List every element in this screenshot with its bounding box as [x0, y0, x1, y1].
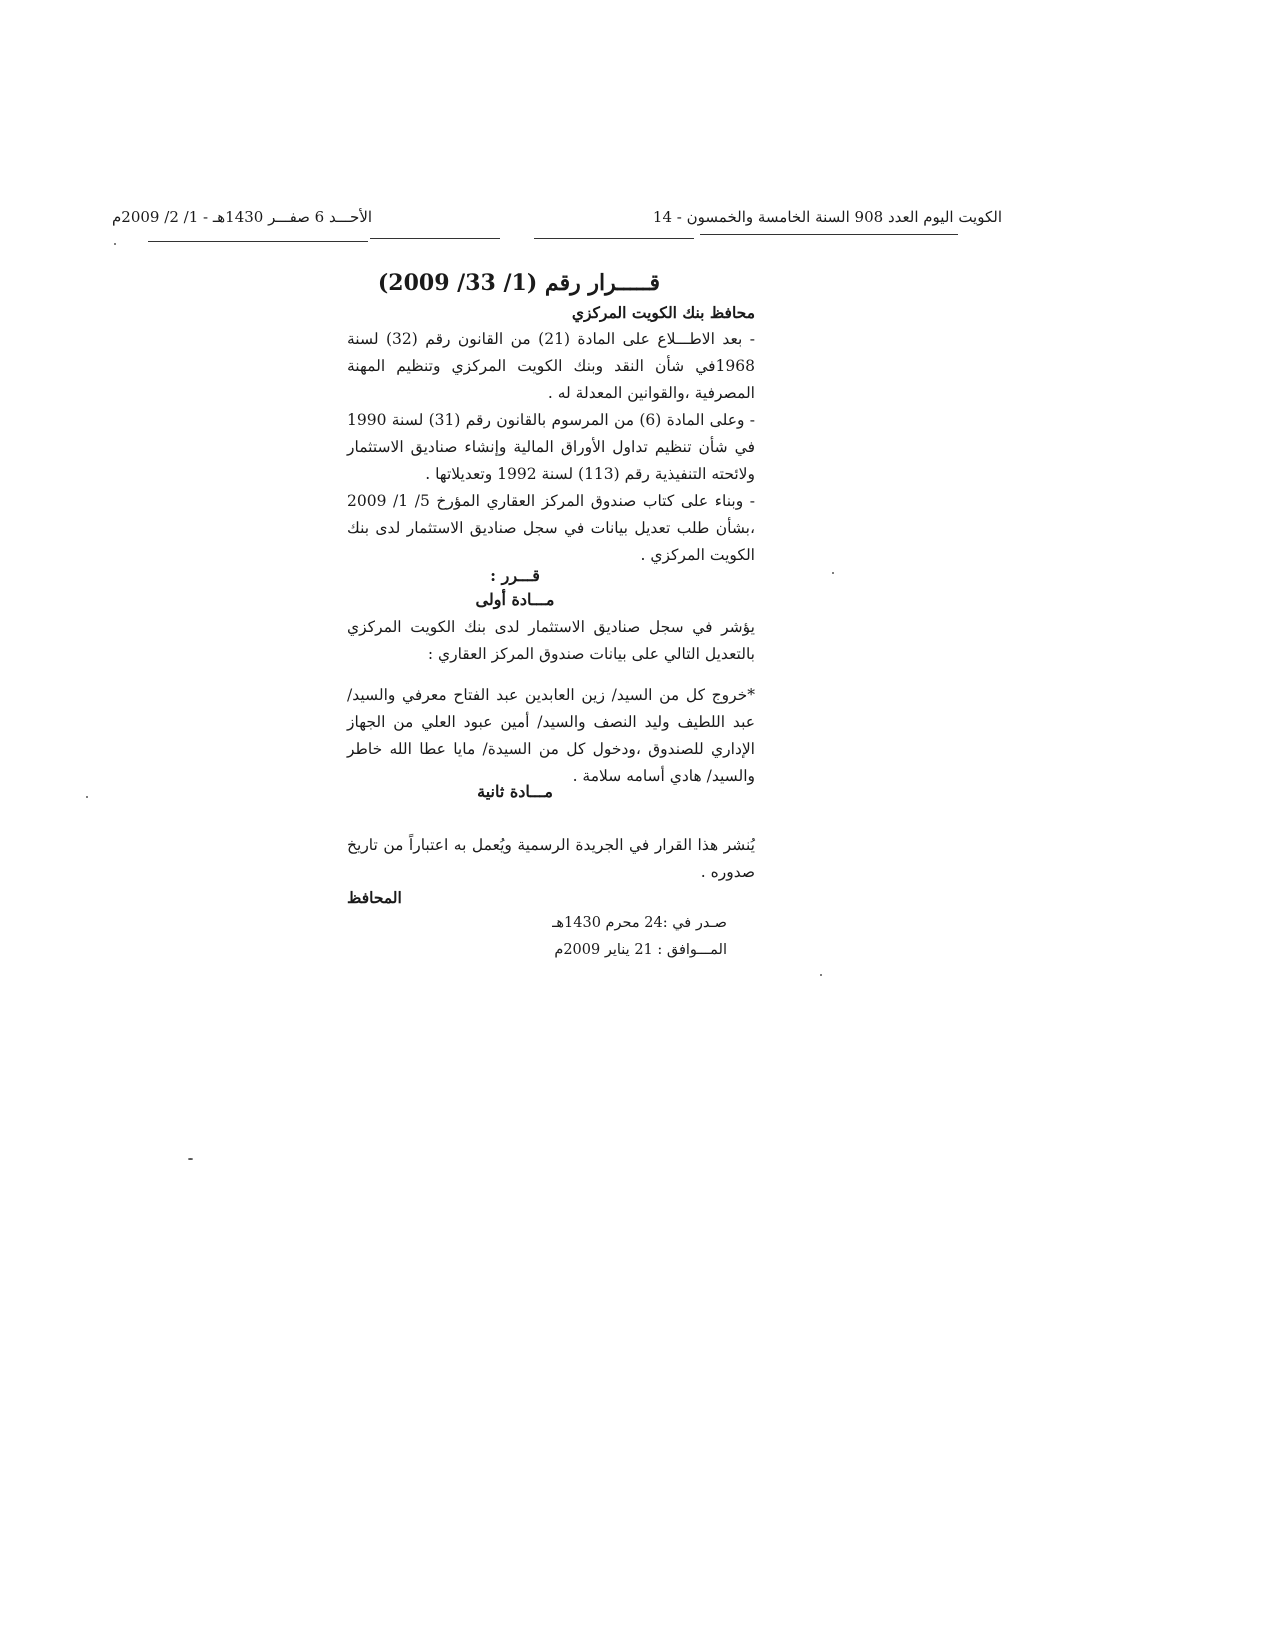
- decided-heading: قـــرر :: [490, 566, 540, 585]
- article1-intro: يؤشر في سجل صناديق الاستثمار لدى بنك الكويت المركزي بالتعديل التالي على بيانات صندوق المركز العقاري :: [347, 618, 755, 663]
- issued-date: صـدر في :24 محرم 1430هـ: [552, 915, 727, 931]
- header-rule-left: [148, 241, 368, 242]
- article1-amendment: *خروج كل من السيد/ زين العابدين عبد الفتاح معرفي والسيد/ عبد اللطيف وليد النصف والسيد/ أمين عبود العلي من الجهاز الإداري للصندوق ،ودخول كل من السيدة/ مايا عطا الله خاطر والسيد/ هادي أسامه سلامة .: [347, 686, 755, 785]
- scan-speck: [832, 572, 834, 574]
- scan-speck: [86, 796, 88, 798]
- scan-speck: [114, 243, 116, 245]
- decision-issuer: محافظ بنك الكويت المركزي: [571, 303, 755, 322]
- article2-text: يُنشر هذا القرار في الجريدة الرسمية ويُعمل به اعتباراً من تاريخ صدوره .: [347, 836, 755, 881]
- header-rule-right: [700, 234, 958, 235]
- preamble-item-3: - وبناء على كتاب صندوق المركز العقاري المؤرخ 5/ 1/ 2009 ،بشأن طلب تعديل بيانات في سجل صناديق الاستثمار لدى بنك الكويت المركزي .: [347, 492, 755, 564]
- preamble-item-1: - بعد الاطـــلاع على المادة (21) من القانون رقم (32) لسنة 1968في شأن النقد وبنك الكويت المركزي وتنظيم المهنة المصرفية ،والقوانين المعدلة له .: [347, 330, 755, 402]
- scan-speck: [820, 974, 822, 976]
- article1-heading: مـــادة أولى: [475, 590, 555, 609]
- signature-title: المحافظ: [347, 888, 402, 907]
- header-rule-mid: [370, 238, 500, 239]
- corresponding-date: المـــوافق : 21 يناير 2009م: [554, 942, 727, 958]
- header-rule-center: [534, 238, 694, 239]
- issue-header: الكويت اليوم العدد 908 السنة الخامسة والخمسون - 14: [652, 208, 1002, 226]
- decision-title: قـــــرار رقم (1/ 33/ 2009): [377, 270, 660, 296]
- date-header: الأحـــد 6 صفـــر 1430هـ - 1/ 2/ 2009م: [112, 208, 373, 226]
- preamble-item-2: - وعلى المادة (6) من المرسوم بالقانون رقم (31) لسنة 1990 في شأن تنظيم تداول الأوراق المالية وإنشاء صناديق الاستثمار ولائحته التنفيذية رقم (113) لسنة 1992 وتعديلاتها .: [347, 411, 755, 483]
- scan-speck: [188, 1158, 193, 1160]
- article2-heading: مـــادة ثانية: [477, 782, 553, 801]
